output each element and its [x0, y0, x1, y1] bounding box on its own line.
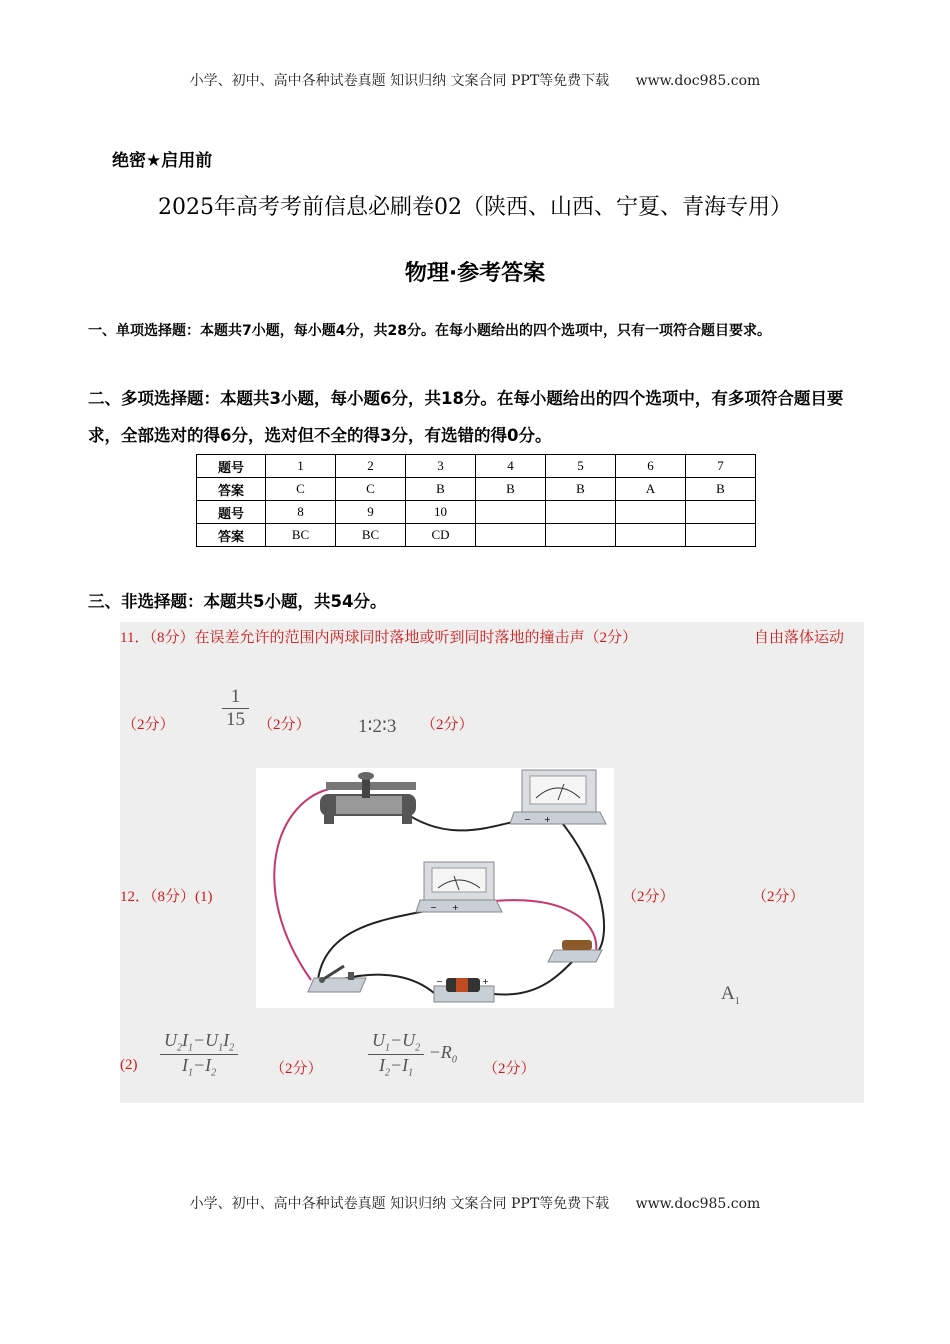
table-cell: 2	[336, 455, 406, 478]
table-row	[197, 524, 756, 547]
table-cell: C	[336, 478, 406, 501]
svg-text:−: −	[430, 903, 437, 912]
svg-text:−: −	[436, 977, 443, 986]
table-cell: 3	[406, 455, 476, 478]
q12-expr1	[160, 1030, 238, 1078]
table-row	[197, 455, 756, 478]
q12-expr2-tail: $-R_0$	[428, 1042, 457, 1066]
resistor	[548, 940, 602, 962]
q12-expr2-num: $U_1-U_2$	[368, 1030, 424, 1055]
table-cell: BC	[266, 524, 336, 547]
q12-label: 12．（8分）(1)	[120, 889, 213, 905]
circuit-diagram	[256, 768, 614, 1008]
q12-score-a: （2分）	[622, 889, 675, 905]
q12-score-c: （2分）	[270, 1061, 323, 1077]
q11-line1-right: 自由落体运动	[754, 630, 845, 646]
table-cell: 5	[546, 455, 616, 478]
table-cell	[686, 524, 756, 547]
q11-frac-den: 15	[226, 709, 245, 730]
table-header-cell: 答案	[197, 478, 266, 501]
switch	[308, 966, 366, 992]
table-cell	[476, 524, 546, 547]
section-3-heading: 三、非选择题：本题共5小题，共54分。	[88, 592, 387, 611]
voltmeter	[416, 862, 502, 912]
q11-score-a: （2分）	[122, 717, 175, 733]
wire-black-right	[558, 818, 604, 956]
q12-expr1-den: $I_1-I_2$	[182, 1054, 217, 1079]
table-cell: 6	[616, 455, 686, 478]
header-site[interactable]: www.doc985.com	[635, 73, 761, 89]
secret-label: 绝密★启用前	[112, 151, 213, 171]
table-cell: B	[406, 478, 476, 501]
header-text: 小学、初中、高中各种试卷真题 知识归纳 文案合同 PPT等免费下载	[189, 73, 610, 89]
q11-frac-num: 1	[222, 686, 249, 709]
q11-score-c: （2分）	[421, 717, 474, 733]
ammeter	[510, 770, 606, 824]
footer-site[interactable]: www.doc985.com	[635, 1196, 761, 1212]
page-header	[0, 70, 950, 90]
table-cell: 7	[686, 455, 756, 478]
q12-a1-label	[721, 983, 740, 1007]
table-cell: 1	[266, 455, 336, 478]
table-cell	[616, 501, 686, 524]
table-cell	[546, 501, 616, 524]
table-cell: B	[546, 478, 616, 501]
svg-text:+: +	[544, 815, 551, 824]
page-subtitle: 物理·参考答案	[404, 261, 546, 286]
table-cell: 4	[476, 455, 546, 478]
wire-black-top	[401, 810, 521, 830]
q12-part2-label: (2)	[120, 1057, 138, 1073]
rheostat	[320, 772, 416, 824]
table-cell: B	[476, 478, 546, 501]
table-row	[197, 478, 756, 501]
table-cell: BC	[336, 524, 406, 547]
q12-a1-symbol: A	[721, 983, 735, 1004]
q12-a1-sub: 1	[734, 995, 740, 1007]
table-row	[197, 501, 756, 524]
q11-line1: 11．（8分）在误差允许的范围内两球同时落地或听到同时落地的撞击声（2分）	[120, 630, 637, 646]
q12-score-d: （2分）	[483, 1061, 536, 1077]
table-cell: A	[616, 478, 686, 501]
q11-score-b: （2分）	[258, 717, 311, 733]
table-cell: B	[686, 478, 756, 501]
wire-black-bottom-right	[494, 960, 574, 995]
table-cell: 9	[336, 501, 406, 524]
table-cell	[476, 501, 546, 524]
table-header-cell: 题号	[197, 455, 266, 478]
battery	[434, 977, 494, 1002]
page-footer	[0, 1193, 950, 1213]
q11-fraction	[222, 686, 249, 731]
section-1-heading: 一、单项选择题：本题共7小题，每小题4分，共28分。在每小题给出的四个选项中，只有一项符合题目要求。	[88, 323, 771, 339]
table-cell: C	[266, 478, 336, 501]
answer-table	[196, 454, 756, 547]
table-cell: 8	[266, 501, 336, 524]
q12-expr1-num: $U_2I_1-U_1I_2$	[160, 1030, 238, 1055]
section-2-heading: 二、多项选择题：本题共3小题，每小题6分，共18分。在每小题给出的四个选项中，有多项符合题目要求，全部选对的得6分，选对但不全的得3分，有选错的得0分。	[88, 389, 844, 445]
footer-text: 小学、初中、高中各种试卷真题 知识归纳 文案合同 PPT等免费下载	[189, 1196, 610, 1212]
q12-expr2	[368, 1030, 457, 1078]
svg-text:+: +	[452, 903, 459, 912]
q12-score-b: （2分）	[752, 889, 805, 905]
q12-expr2-den: $I_2-I_1$	[379, 1054, 414, 1079]
svg-text:+: +	[482, 977, 489, 986]
table-header-cell: 题号	[197, 501, 266, 524]
page-title: 2025年高考考前信息必刷卷02（陕西、山西、宁夏、青海专用）	[158, 195, 792, 220]
table-cell	[546, 524, 616, 547]
table-cell: CD	[406, 524, 476, 547]
table-cell: 10	[406, 501, 476, 524]
table-cell	[616, 524, 686, 547]
table-cell	[686, 501, 756, 524]
q11-ratio: 1∶2∶3	[358, 716, 397, 737]
table-header-cell: 答案	[197, 524, 266, 547]
svg-text:−: −	[524, 815, 531, 824]
